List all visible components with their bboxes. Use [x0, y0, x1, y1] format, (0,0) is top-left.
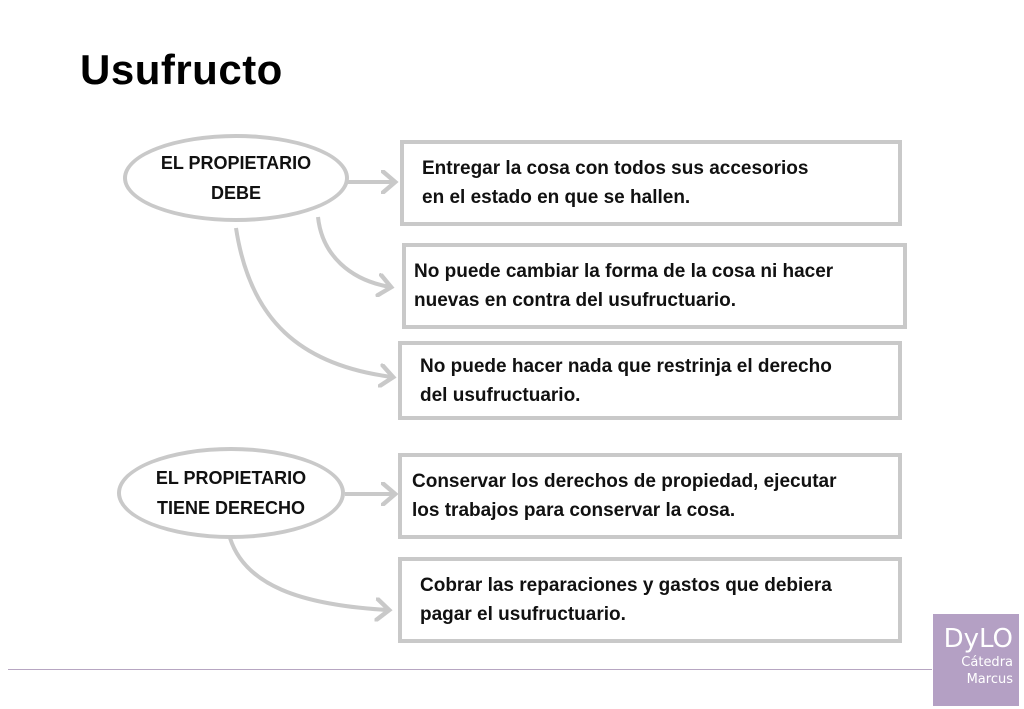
- node-propietario-tiene-derecho: [117, 447, 345, 539]
- arrow-derecho-2: [230, 538, 388, 610]
- page-title: Usufructo: [80, 46, 283, 93]
- node-label-line: EL PROPIETARIO: [155, 468, 307, 488]
- logo-line: Marcus: [966, 672, 1013, 687]
- obligation-box: [402, 243, 907, 329]
- arrow-debe-3: [236, 228, 392, 377]
- node-propietario-debe: [123, 134, 349, 222]
- right-box: [398, 557, 902, 643]
- right-box: [398, 453, 902, 539]
- dylo-logo: [933, 614, 1019, 706]
- footer-divider: [8, 669, 932, 670]
- obligation-text: No puede hacer nada que restrinja el derecho del usufructuario.: [420, 355, 832, 406]
- logo-line: Cátedra: [961, 655, 1013, 670]
- arrow-debe-2: [318, 217, 390, 287]
- logo-brand: DyLO: [943, 624, 1013, 654]
- node-label-line: DEBE: [210, 183, 261, 203]
- obligation-box: [398, 341, 902, 420]
- obligation-text: No puede cambiar la forma de la cosa ni hacer nuevas en contra del usufructuario.: [414, 261, 834, 311]
- node-label-line: EL PROPIETARIO: [160, 153, 312, 173]
- node-label-line: TIENE DERECHO: [156, 498, 305, 518]
- obligation-text: Entregar la cosa con todos sus accesorios en el estado en que se hallen.: [422, 158, 809, 208]
- obligation-box: [400, 140, 902, 226]
- right-text: Conservar los derechos de propiedad, ejecutar los trabajos para conservar la cosa.: [412, 471, 837, 521]
- right-text: Cobrar las reparaciones y gastos que debiera pagar el usufructuario.: [420, 575, 832, 625]
